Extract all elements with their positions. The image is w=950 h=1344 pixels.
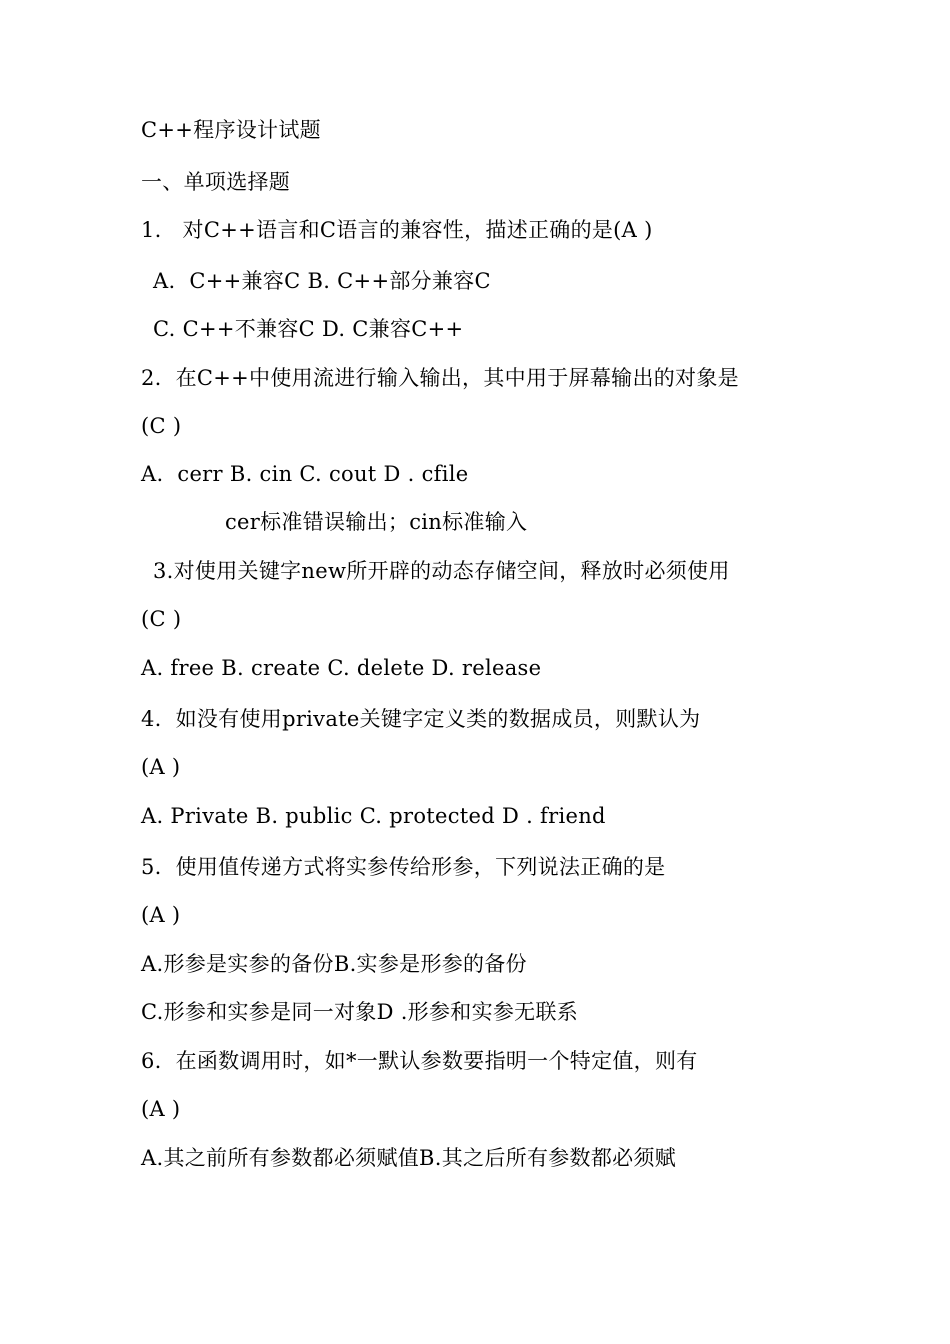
question-4-options: A. Private B. public C. protected D . friend [141, 804, 606, 828]
question-5-answer: (A ) [141, 903, 181, 927]
question-1-options-cd: C. C++不兼容C D. C兼容C++ [153, 317, 464, 341]
question-3-answer: (C ) [141, 607, 182, 631]
question-4-answer: (A ) [141, 755, 181, 779]
question-2-stem: 2. 在C++中使用流进行输入输出，其中用于屏幕输出的对象是 [141, 366, 739, 390]
question-6-stem: 6. 在函数调用时，如*一默认参数要指明一个特定值，则有 [141, 1049, 698, 1073]
document-title: C++程序设计试题 [141, 118, 321, 142]
question-2-answer: (C ) [141, 414, 182, 438]
question-5-stem: 5. 使用值传递方式将实参传给形参，下列说法正确的是 [141, 855, 666, 879]
question-2-options: A. cerr B. cin C. cout D . cfile [141, 462, 469, 486]
question-1-options-ab: A. C++兼容C B. C++部分兼容C [153, 269, 491, 293]
question-1-stem: 1. 对C++语言和C语言的兼容性，描述正确的是(A ) [141, 218, 653, 242]
question-2-note: cer标准错误输出；cin标准输入 [225, 510, 528, 534]
question-3-stem: 3.对使用关键字new所开辟的动态存储空间，释放时必须使用 [153, 559, 730, 583]
question-6-answer: (A ) [141, 1097, 181, 1121]
question-3-options: A. free B. create C. delete D. release [141, 656, 542, 680]
section-heading: 一、单项选择题 [141, 170, 291, 194]
question-6-options: A.其之前所有参数都必须赋值B.其之后所有参数都必须赋 [141, 1146, 677, 1170]
question-4-stem: 4. 如没有使用private关键字定义类的数据成员，则默认为 [141, 707, 701, 731]
question-5-options-ab: A.形参是实参的备份B.实参是形参的备份 [141, 952, 527, 976]
question-5-options-cd: C.形参和实参是同一对象D .形参和实参无联系 [141, 1000, 579, 1024]
